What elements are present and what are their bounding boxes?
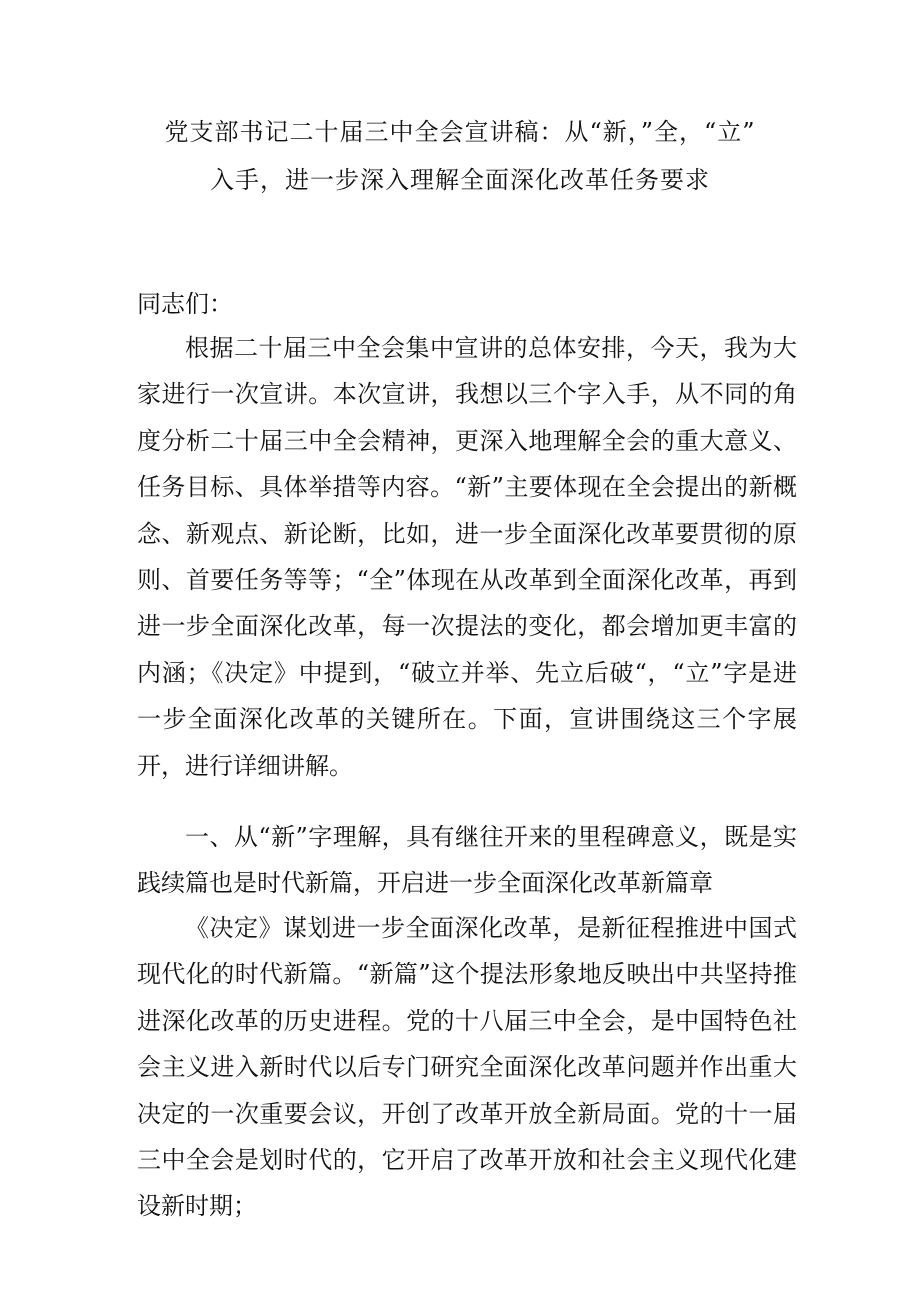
section-heading-1: 一、从“新”字理解，具有继往开来的里程碑意义，既是实践续篇也是时代新篇，开启进一步全面深化改革新篇章	[137, 823, 797, 898]
greeting: 同志们：	[137, 290, 233, 318]
paragraph-section-1: 《决定》谋划进一步全面深化改革，是新征程推进中国式现代化的时代新篇。“新篇”这个提法形象地反映出中共坚持推进深化改革的历史进程。党的十八届三中全会，是中国特色社会主义进入新时代以后专门研究全面深化改革问题并作出重大决定的一次重要会议，开创了改革开放全新局面。党的十一届三中全会是划时代的，它开启了改革开放和社会主义现代化建设新时期；	[137, 914, 797, 1221]
paragraph-intro: 根据二十届三中全会集中宣讲的总体安排，今天，我为大家进行一次宣讲。本次宣讲，我想以三个字入手，从不同的角度分析二十届三中全会精神，更深入地理解全会的重大意义、任务目标、具体举措等内容。“新”主要体现在全会提出的新概念、新观点、新论断，比如，进一步全面深化改革要贯彻的原则、首要任务等等；“全”体现在从改革到全面深化改革，再到进一步全面深化改革，每一次提法的变化，都会增加更丰富的内涵；《决定》中提到，“破立并举、先立后破“，“立”字是进一步全面深化改革的关键所在。下面，宣讲围绕这三个字展开，进行详细讲解。	[137, 334, 797, 780]
document-title-line-1: 党支部书记二十届三中全会宣讲稿：从“新，”全，“立”	[164, 118, 756, 146]
document-title-line-2: 入手，进一步深入理解全面深化改革任务要求	[210, 166, 710, 194]
